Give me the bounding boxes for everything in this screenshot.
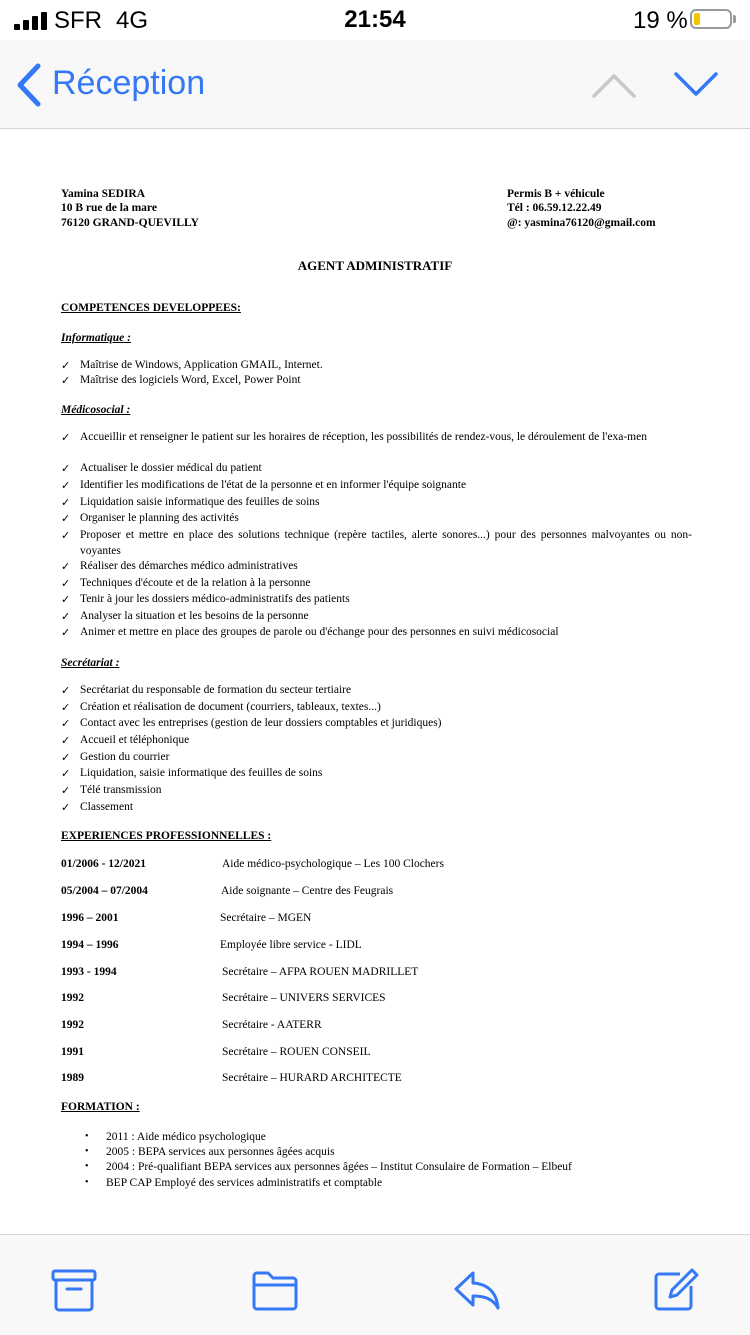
check-icon: ✓ [61, 375, 71, 387]
address-line-2: 76120 GRAND-QUEVILLY [61, 217, 199, 229]
formation-item: 2004 : Pré-qualifiant BEPA services aux personnes âgées – Institut Consulaire de Formation – Elbeuf [106, 1161, 572, 1173]
check-icon: ✓ [61, 627, 71, 639]
secretariat-heading: Secrétariat : [61, 657, 120, 669]
medicosocial-item: Accueillir et renseigner le patient sur les horaires de réception, les possibilités de rendez-vous, le déroulement de l'exa-men [80, 431, 647, 443]
medicosocial-item: Organiser le planning des activités [80, 512, 239, 524]
medicosocial-item: Liquidation saisie informatique des feuilles de soins [80, 496, 320, 508]
check-icon: ✓ [61, 578, 71, 590]
resume-document[interactable] [0, 129, 750, 1234]
secretariat-item: Classement [80, 801, 134, 813]
resume-name: Yamina SEDIRA [61, 188, 146, 200]
network-type: 4G [116, 7, 149, 34]
experience-role: Secrétaire – ROUEN CONSEIL [222, 1046, 371, 1058]
check-icon: ✓ [61, 611, 71, 623]
phone-number: Tél : 06.59.12.22.49 [507, 202, 602, 214]
bullet-icon: • [85, 1146, 89, 1157]
carrier-name: SFR [54, 7, 102, 34]
check-icon: ✓ [61, 718, 71, 730]
experience-role: Secrétaire – UNIVERS SERVICES [222, 992, 386, 1004]
medicosocial-item: Animer et mettre en place des groupes de parole ou d'échange pour des personnes en suivi médicosocial [80, 626, 559, 638]
medicosocial-item: Proposer et mettre en place des solutions technique (repère tactiles, alerte sonores...) pour des personnes malvoyantes ou non-voyantes [80, 529, 692, 557]
medicosocial-heading: Médicosocial : [61, 404, 131, 416]
experience-period: 1994 – 1996 [61, 939, 119, 951]
experience-role: Employée libre service - LIDL [220, 939, 362, 951]
medicosocial-item: Analyser la situation et les besoins de la personne [80, 610, 309, 622]
experience-role: Secrétaire – AFPA ROUEN MADRILLET [222, 966, 419, 978]
battery-level-fill [694, 13, 700, 25]
formation-item: BEP CAP Employé des services administratifs et comptable [106, 1177, 383, 1189]
medicosocial-item: Réaliser des démarches médico administratives [80, 560, 298, 572]
formation-item: 2011 : Aide médico psychologique [106, 1131, 266, 1143]
archive-box-icon[interactable] [50, 1268, 98, 1312]
experience-period: 1993 - 1994 [61, 966, 117, 978]
check-icon: ✓ [61, 594, 71, 606]
next-message-icon[interactable] [672, 70, 720, 100]
experience-role: Secrétaire - AATERR [222, 1019, 322, 1031]
check-icon: ✓ [61, 480, 71, 492]
experience-role: Aide soignante – Centre des Feugrais [221, 885, 394, 897]
secretariat-item: Gestion du courrier [80, 751, 170, 763]
experience-period: 1996 – 2001 [61, 912, 119, 924]
bullet-icon: • [85, 1131, 89, 1142]
experience-period: 01/2006 - 12/2021 [61, 858, 146, 870]
email-address: @: yasmina76120@gmail.com [507, 217, 656, 229]
secretariat-item: Accueil et téléphonique [80, 734, 190, 746]
check-icon: ✓ [61, 497, 71, 509]
status-time: 21:54 [344, 6, 406, 33]
navigation-bar [0, 40, 750, 129]
job-title: AGENT ADMINISTRATIF [297, 258, 453, 273]
reply-arrow-icon[interactable] [453, 1268, 501, 1312]
check-icon: ✓ [61, 752, 71, 764]
check-icon: ✓ [61, 785, 71, 797]
informatique-item: Maîtrise des logiciels Word, Excel, Power Point [80, 374, 301, 386]
back-button[interactable]: Réception [52, 64, 206, 102]
status-bar [0, 0, 750, 40]
driving-permit: Permis B + véhicule [507, 188, 605, 200]
folder-icon[interactable] [251, 1268, 299, 1312]
experience-role: Aide médico-psychologique – Les 100 Clochers [222, 858, 444, 870]
medicosocial-item: Actualiser le dossier médical du patient [80, 462, 262, 474]
secretariat-item: Secrétariat du responsable de formation du secteur tertiaire [80, 684, 352, 696]
check-icon: ✓ [61, 768, 71, 780]
formation-heading: FORMATION : [61, 1101, 140, 1113]
medicosocial-item: Identifier les modifications de l'état de la personne et en informer l'équipe soignante [80, 479, 467, 491]
back-chevron-icon[interactable] [14, 62, 44, 108]
formation-item: 2005 : BEPA services aux personnes âgées acquis [106, 1146, 335, 1158]
secretariat-item: Contact avec les entreprises (gestion de leur dossiers comptables et juridiques) [80, 717, 442, 729]
battery-icon [690, 9, 732, 29]
check-icon: ✓ [61, 513, 71, 525]
address-line-1: 10 B rue de la mare [61, 202, 157, 214]
previous-message-icon[interactable] [590, 70, 638, 100]
check-icon: ✓ [61, 561, 71, 573]
secretariat-item: Création et réalisation de document (courriers, tableaux, textes...) [80, 701, 381, 713]
check-icon: ✓ [61, 685, 71, 697]
medicosocial-item: Techniques d'écoute et de la relation à la personne [80, 577, 311, 589]
informatique-heading: Informatique : [61, 332, 131, 344]
compose-icon[interactable] [652, 1268, 700, 1312]
battery-cap [733, 15, 736, 23]
check-icon: ✓ [61, 735, 71, 747]
check-icon: ✓ [61, 530, 71, 542]
check-icon: ✓ [61, 802, 71, 814]
battery-percent: 19 % [633, 7, 688, 34]
secretariat-item: Télé transmission [80, 784, 162, 796]
check-icon: ✓ [61, 463, 71, 475]
experience-role: Secrétaire – MGEN [220, 912, 312, 924]
experience-period: 05/2004 – 07/2004 [61, 885, 148, 897]
experience-period: 1991 [61, 1046, 84, 1058]
bullet-icon: • [85, 1177, 89, 1188]
check-icon: ✓ [61, 432, 71, 444]
secretariat-item: Liquidation, saisie informatique des feuilles de soins [80, 767, 323, 779]
experience-period: 1989 [61, 1072, 84, 1084]
experience-heading: EXPERIENCES PROFESSIONNELLES : [61, 830, 272, 842]
experience-period: 1992 [61, 1019, 84, 1031]
bullet-icon: • [85, 1161, 89, 1172]
medicosocial-item: Tenir à jour les dossiers médico-administratifs des patients [80, 593, 350, 605]
check-icon: ✓ [61, 702, 71, 714]
bottom-toolbar [0, 1234, 750, 1335]
check-icon: ✓ [61, 360, 71, 372]
skills-heading: COMPETENCES DEVELOPPEES: [61, 302, 241, 314]
informatique-item: Maîtrise de Windows, Application GMAIL, Internet. [80, 359, 323, 371]
experience-period: 1992 [61, 992, 84, 1004]
experience-role: Secrétaire – HURARD ARCHITECTE [222, 1072, 402, 1084]
